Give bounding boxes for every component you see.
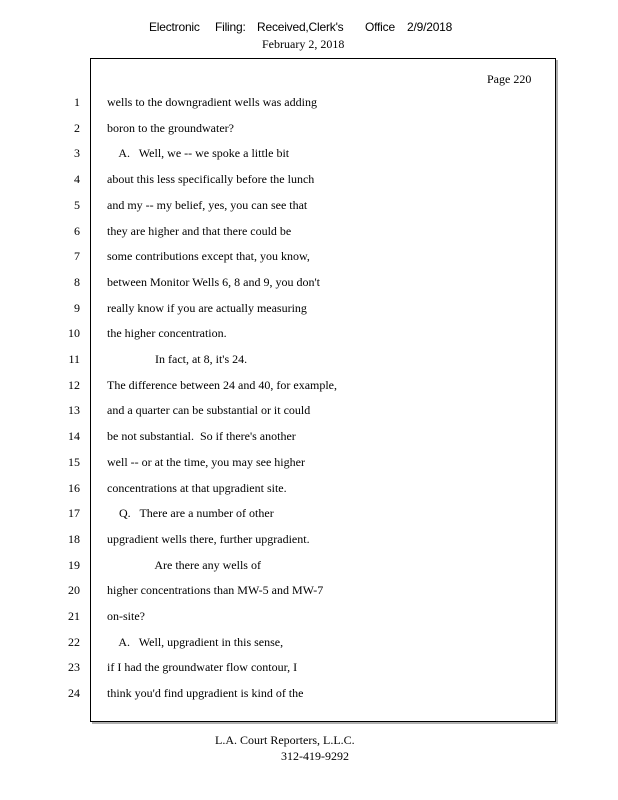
line-text: the higher concentration. <box>107 326 227 340</box>
line-text: A. Well, upgradient in this sense, <box>107 635 284 649</box>
line-number: 14 <box>68 429 80 443</box>
line-number: 3 <box>74 146 80 160</box>
line-number: 2 <box>74 121 80 135</box>
footer-phone: 312-419-9292 <box>281 749 349 763</box>
line-text: wells to the downgradient wells was adding <box>107 95 317 109</box>
line-number: 5 <box>74 198 80 212</box>
line-text: upgradient wells there, further upgradient. <box>107 532 310 546</box>
line-text: A. Well, we -- we spoke a little bit <box>107 146 290 160</box>
line-number: 11 <box>68 352 80 366</box>
line-number: 16 <box>68 481 80 495</box>
line-text: on-site? <box>107 609 145 623</box>
line-number: 20 <box>68 583 80 597</box>
line-text: Q. There are a number of other <box>107 506 274 520</box>
line-text: be not substantial. So if there's another <box>107 429 296 443</box>
line-text: boron to the groundwater? <box>107 121 234 135</box>
line-number: 8 <box>74 275 80 289</box>
line-text: The difference between 24 and 40, for example, <box>107 378 338 392</box>
line-text: they are higher and that there could be <box>107 224 292 238</box>
line-number: 21 <box>68 609 80 623</box>
line-text: really know if you are actually measuring <box>107 301 307 315</box>
line-number: 6 <box>74 224 80 238</box>
filing-stamp-received: Received,Clerk's <box>257 20 344 34</box>
page-number: Page 220 <box>487 72 532 86</box>
line-number: 12 <box>68 378 80 392</box>
filing-stamp-office: Office <box>365 20 395 34</box>
line-number: 7 <box>74 249 80 263</box>
line-number: 24 <box>68 686 80 700</box>
line-text: about this less specifically before the lunch <box>107 172 315 186</box>
line-number: 4 <box>74 172 80 186</box>
filing-stamp-electronic: Electronic <box>149 20 200 34</box>
line-number: 1 <box>74 95 80 109</box>
line-text: higher concentrations than MW-5 and MW-7 <box>107 583 324 597</box>
line-text: Are there any wells of <box>107 558 261 572</box>
line-text: between Monitor Wells 6, 8 and 9, you don't <box>107 275 320 289</box>
line-text: and my -- my belief, yes, you can see that <box>107 198 308 212</box>
footer-company: L.A. Court Reporters, L.L.C. <box>215 733 355 747</box>
line-number: 22 <box>68 635 80 649</box>
filing-stamp-date: 2/9/2018 <box>407 20 453 34</box>
filing-stamp-filing: Filing: <box>215 20 246 34</box>
line-number: 9 <box>74 301 80 315</box>
line-text: well -- or at the time, you may see higher <box>107 455 305 469</box>
transcript-date: February 2, 2018 <box>262 37 345 51</box>
line-number: 23 <box>68 660 80 674</box>
filing-stamp <box>149 20 452 34</box>
line-text: and a quarter can be substantial or it could <box>107 403 311 417</box>
line-number: 18 <box>68 532 80 546</box>
line-text: In fact, at 8, it's 24. <box>107 352 248 366</box>
line-number: 15 <box>68 455 80 469</box>
line-text: some contributions except that, you know, <box>107 249 310 263</box>
line-number: 13 <box>68 403 80 417</box>
line-number: 19 <box>68 558 80 572</box>
line-number: 17 <box>68 506 80 520</box>
line-text: if I had the groundwater flow contour, I <box>107 660 298 674</box>
line-text: think you'd find upgradient is kind of the <box>107 686 304 700</box>
line-number: 10 <box>68 326 80 340</box>
line-text: concentrations at that upgradient site. <box>107 481 287 495</box>
